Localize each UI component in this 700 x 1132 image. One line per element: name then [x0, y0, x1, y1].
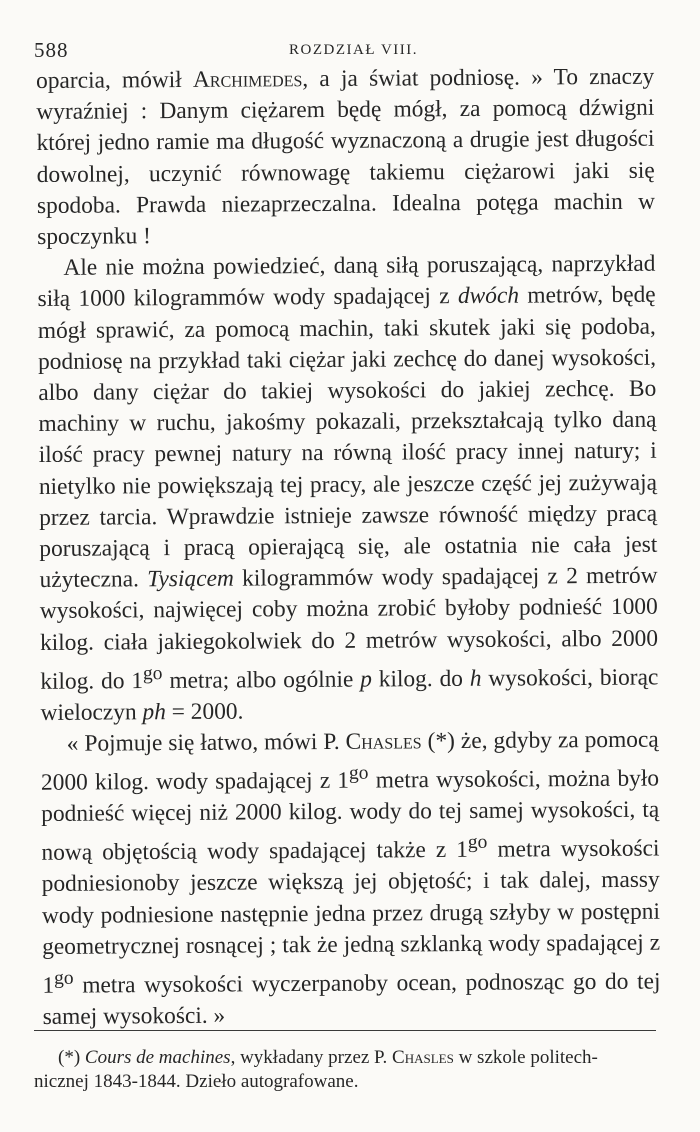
page-header: [34, 38, 634, 62]
footnote-mark: (*): [58, 1047, 85, 1068]
page-number: 588: [34, 38, 69, 62]
footnote-title: Cours de machines: [84, 1047, 231, 1068]
footnote: (*) Cours de machines, wykładany przez P. Chasles w szkole politech- nicznej 1843-1844. Dzieło autografowane.: [34, 1047, 598, 1092]
name-archimedes: Archimedes: [192, 66, 303, 93]
paragraph-1: oparcia, mówił Archimedes, a ja świat podniosę. » To znaczy wyraźniej : Danym ciężarem będę mógł, za pomocą dźwigni której jedno ramie ma długość wyznaczoną a drugie jest długości dowolnej, uczynić równowagę takiemu ciężarowi jaki się spodoba. Prawda niezaprzeczalna. Idealna potęga machin w spoczynku !: [36, 63, 656, 251]
running-head: ROZDZIAŁ VIII.: [289, 42, 419, 58]
body-text: [36, 62, 661, 1034]
paragraph-3-quote: « Pojmuje się łatwo, mówi P. Chasles (*) że, gdyby za pomocą 2000 kilog. wody spadającej z $1^{go}$ metra wysokości, można było podnieść więcej niż 2000 kilog. wody do tej samej wysokości, tą nową objętością wody spadającej także z $1^{go}$ metra wysokości podniesionoby jeszcze większą jej objętość; i tak dalej, massy wody podniesione następnie jedna przez drugą szłyby w postępni geometrycznej rosnącej ; tak że jedną szklanką wody spadającej z $1^{go}$ metra wysokości wyczerpanoby ocean, podnosząc go do tej samej wysokości. »: [40, 726, 661, 1031]
footnote-divider: [34, 1030, 656, 1031]
name-chasles: Chasles: [345, 728, 422, 755]
paragraph-2: Ale nie można powiedzieć, daną siłą poruszającą, naprzykład siłą 1000 kilogrammów wody spadającej z dwóch metrów, będę mógł sprawić, za pomocą machin, taki skutek jaki się podoba, podniosę na przykład taki ciężar jaki zechcę do danej wysokości, albo dany ciężar do takiej wysokości do jakiej zechcę. Bo machiny w ruchu, jakośmy pokazali, przekształcają tylko daną ilość pracy pewnej natury na równą ilość pracy innej natury; i nietylko nie powiększają tej pracy, ale jeszcze część jej zużywają przez tarcia. Wprawdzie istnieje zawsze równość między pracą poruszającą i pracą opierającą się, ale ostatnia nie cała jest użyteczna. Tysiącem kilogrammów wody spadającej z 2 metrów wysokości, najwięcej coby można zrobić byłoby podnieść 1000 kilog. ciała jakiegokolwiek do 2 metrów wysokości, albo 2000 kilog. do $1^{go}$ metra; albo ogólnie p kilog. do h wysokości, biorąc wieloczyn ph = 2000.: [37, 250, 659, 726]
